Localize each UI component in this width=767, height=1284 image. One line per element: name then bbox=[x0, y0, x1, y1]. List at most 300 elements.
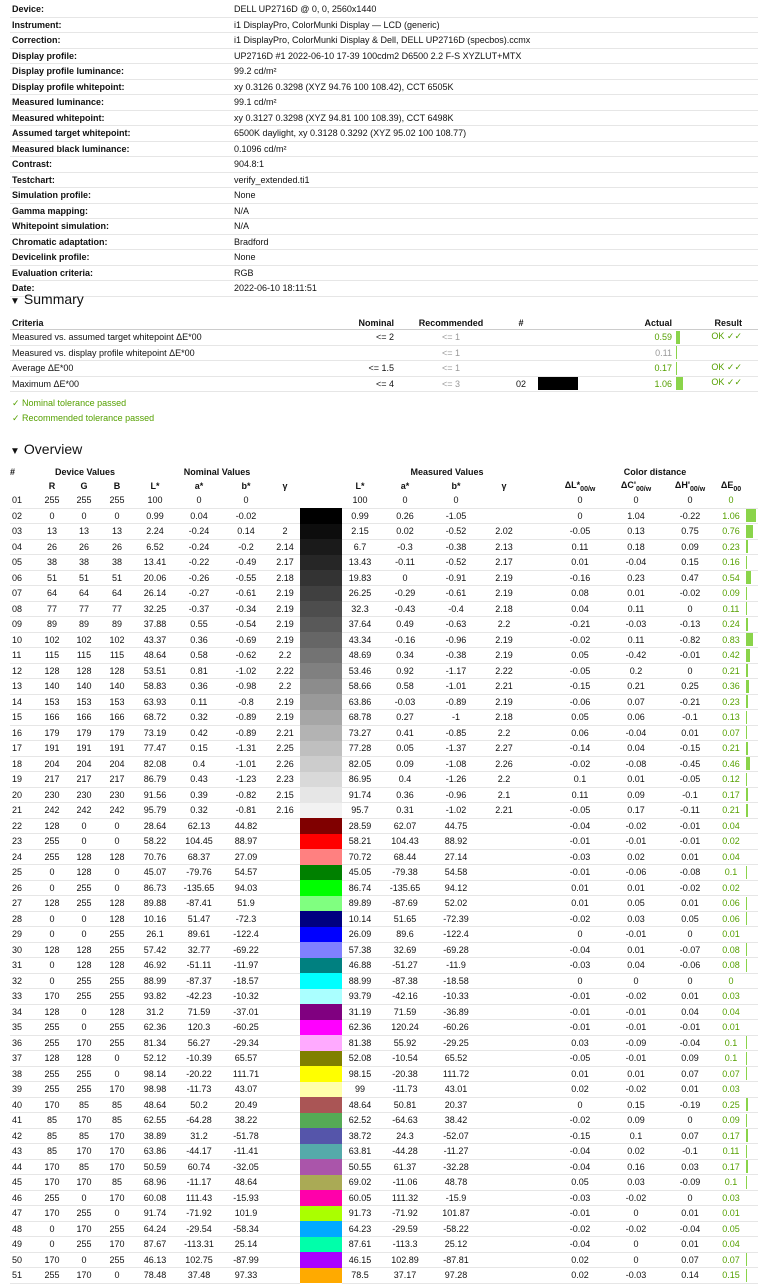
meas-gamma: 2.21 bbox=[480, 803, 528, 819]
dev-r: 64 bbox=[36, 586, 68, 602]
nom-a: 120.3 bbox=[176, 1020, 222, 1036]
meas-b: -1.01 bbox=[432, 679, 480, 695]
meas-l: 10.14 bbox=[342, 911, 378, 927]
delta-e: 0.02 bbox=[716, 880, 746, 896]
nom-a: -11.17 bbox=[176, 1175, 222, 1191]
nom-b: -0.8 bbox=[222, 694, 270, 710]
delta-c: -0.42 bbox=[608, 648, 664, 664]
delta-l: 0.06 bbox=[552, 725, 608, 741]
summary-heading[interactable]: ▼ Summary bbox=[10, 291, 84, 307]
nom-b: -18.57 bbox=[222, 973, 270, 989]
nom-l: 89.88 bbox=[134, 896, 176, 912]
table-row bbox=[10, 632, 758, 648]
meas-b: -29.25 bbox=[432, 1035, 480, 1051]
delta-e-bar bbox=[746, 663, 758, 679]
delta-l: -0.04 bbox=[552, 942, 608, 958]
delta-e-bar bbox=[746, 880, 758, 896]
nom-a: -44.17 bbox=[176, 1144, 222, 1160]
delta-e-bar-fill bbox=[746, 695, 748, 708]
info-row bbox=[10, 265, 758, 281]
nom-l: 0.99 bbox=[134, 508, 176, 524]
nom-gamma bbox=[270, 493, 300, 508]
dev-r: 128 bbox=[36, 663, 68, 679]
dev-b: 89 bbox=[100, 617, 134, 633]
info-value: 99.1 cd/m² bbox=[232, 95, 758, 111]
patch-num: 02 bbox=[10, 508, 36, 524]
spacer bbox=[528, 865, 552, 881]
meas-a: 24.3 bbox=[378, 1128, 432, 1144]
meas-b: -1.37 bbox=[432, 741, 480, 757]
delta-h: -0.11 bbox=[664, 803, 716, 819]
nom-a: 0.81 bbox=[176, 663, 222, 679]
nom-l: 62.36 bbox=[134, 1020, 176, 1036]
patch-num: 20 bbox=[10, 787, 36, 803]
delta-e-bar-fill bbox=[746, 1114, 747, 1127]
color-swatch bbox=[300, 834, 342, 850]
meas-l: 0.99 bbox=[342, 508, 378, 524]
delta-e: 0.03 bbox=[716, 989, 746, 1005]
meas-l: 68.78 bbox=[342, 710, 378, 726]
nom-b: 51.9 bbox=[222, 896, 270, 912]
delta-e-bar-fill bbox=[746, 540, 748, 553]
nom-b: 48.64 bbox=[222, 1175, 270, 1191]
delta-l: 0.02 bbox=[552, 1252, 608, 1268]
collapse-triangle-icon[interactable]: ▼ bbox=[10, 296, 20, 307]
spacer bbox=[528, 570, 552, 586]
nom-b: 44.82 bbox=[222, 818, 270, 834]
meas-gamma: 2.2 bbox=[480, 772, 528, 788]
patch-num: 30 bbox=[10, 942, 36, 958]
delta-l: 0.03 bbox=[552, 1035, 608, 1051]
delta-e-bar bbox=[746, 1268, 758, 1284]
dev-g: 128 bbox=[68, 865, 100, 881]
dev-b: 128 bbox=[100, 849, 134, 865]
nom-a: -0.24 bbox=[176, 524, 222, 540]
delta-c: 0.1 bbox=[608, 1128, 664, 1144]
meas-a: -64.63 bbox=[378, 1113, 432, 1129]
info-label: Device: bbox=[10, 2, 232, 17]
dev-r: 89 bbox=[36, 617, 68, 633]
nom-a: 0.36 bbox=[176, 679, 222, 695]
meas-a: -20.38 bbox=[378, 1066, 432, 1082]
dev-r: 255 bbox=[36, 849, 68, 865]
meas-b: -122.4 bbox=[432, 927, 480, 943]
nom-b: -0.55 bbox=[222, 570, 270, 586]
spacer bbox=[528, 555, 552, 571]
meas-b: -58.22 bbox=[432, 1221, 480, 1237]
nom-b: -10.32 bbox=[222, 989, 270, 1005]
meas-a: 0 bbox=[378, 570, 432, 586]
nom-gamma bbox=[270, 1144, 300, 1160]
meas-l: 45.05 bbox=[342, 865, 378, 881]
table-row bbox=[10, 1082, 758, 1098]
nom-l: 70.76 bbox=[134, 849, 176, 865]
info-value: 6500K daylight, xy 0.3128 0.3292 (XYZ 95.02 100 108.77) bbox=[232, 126, 758, 142]
delta-e-bar-fill bbox=[746, 1269, 747, 1282]
color-swatch bbox=[300, 617, 342, 633]
delta-h: 0.01 bbox=[664, 989, 716, 1005]
delta-h: -0.02 bbox=[664, 586, 716, 602]
meas-gamma bbox=[480, 1237, 528, 1253]
meas-gamma bbox=[480, 834, 528, 850]
color-swatch bbox=[300, 508, 342, 524]
dev-g: 128 bbox=[68, 849, 100, 865]
meas-l: 87.61 bbox=[342, 1237, 378, 1253]
delta-c: 0.01 bbox=[608, 772, 664, 788]
dev-b: 0 bbox=[100, 1066, 134, 1082]
delta-c: -0.01 bbox=[608, 1020, 664, 1036]
delta-e: 0.15 bbox=[716, 1268, 746, 1284]
delta-h: -0.08 bbox=[664, 865, 716, 881]
meas-l: 48.69 bbox=[342, 648, 378, 664]
nom-l: 2.24 bbox=[134, 524, 176, 540]
table-row bbox=[10, 787, 758, 803]
nom-gamma: 2.23 bbox=[270, 772, 300, 788]
info-row bbox=[10, 79, 758, 95]
nom-l: 86.73 bbox=[134, 880, 176, 896]
worst-patch-swatch bbox=[538, 377, 578, 390]
dev-r: 255 bbox=[36, 1066, 68, 1082]
collapse-triangle-icon[interactable]: ▼ bbox=[10, 446, 20, 457]
meas-a: -87.69 bbox=[378, 896, 432, 912]
nom-b: -0.02 bbox=[222, 508, 270, 524]
nom-b: 54.57 bbox=[222, 865, 270, 881]
meas-l: 81.38 bbox=[342, 1035, 378, 1051]
dev-b: 166 bbox=[100, 710, 134, 726]
meas-a: 50.81 bbox=[378, 1097, 432, 1113]
dev-r: 128 bbox=[36, 1051, 68, 1067]
spacer bbox=[528, 1159, 552, 1175]
meas-gamma: 2.02 bbox=[480, 524, 528, 540]
delta-e-bar bbox=[746, 1237, 758, 1253]
color-swatch bbox=[300, 849, 342, 865]
color-swatch bbox=[300, 663, 342, 679]
info-value: i1 DisplayPro, ColorMunki Display — LCD (generic) bbox=[232, 17, 758, 33]
meas-a: 111.32 bbox=[378, 1190, 432, 1206]
nom-l: 68.96 bbox=[134, 1175, 176, 1191]
delta-e-bar-fill bbox=[746, 804, 748, 817]
summary-result bbox=[674, 345, 758, 361]
delta-c: -0.02 bbox=[608, 1082, 664, 1098]
delta-e-bar bbox=[746, 1159, 758, 1175]
meas-b: 88.92 bbox=[432, 834, 480, 850]
delta-e-bar bbox=[746, 1190, 758, 1206]
dev-b: 0 bbox=[100, 1206, 134, 1222]
dev-r: 170 bbox=[36, 1159, 68, 1175]
table-row bbox=[10, 586, 758, 602]
dev-b: 230 bbox=[100, 787, 134, 803]
nom-b: -0.89 bbox=[222, 710, 270, 726]
group-device-values: Device Values bbox=[54, 467, 116, 477]
delta-e: 0.36 bbox=[716, 679, 746, 695]
delta-h: 0.25 bbox=[664, 679, 716, 695]
dev-g: 128 bbox=[68, 942, 100, 958]
delta-e-bar-fill bbox=[746, 1067, 747, 1080]
nom-a: 89.61 bbox=[176, 927, 222, 943]
delta-c: 0 bbox=[608, 493, 664, 508]
delta-e: 0.17 bbox=[716, 1159, 746, 1175]
nom-gamma bbox=[270, 1128, 300, 1144]
nom-gamma bbox=[270, 1206, 300, 1222]
delta-e-bar bbox=[746, 849, 758, 865]
meas-gamma: 2.27 bbox=[480, 741, 528, 757]
color-swatch bbox=[300, 1097, 342, 1113]
table-row bbox=[10, 834, 758, 850]
dev-r: 242 bbox=[36, 803, 68, 819]
dev-r: 26 bbox=[36, 539, 68, 555]
dev-g: 85 bbox=[68, 1128, 100, 1144]
patch-num: 26 bbox=[10, 880, 36, 896]
spacer bbox=[528, 493, 552, 508]
meas-gamma bbox=[480, 1004, 528, 1020]
delta-c: -0.09 bbox=[608, 1035, 664, 1051]
meas-b: -60.26 bbox=[432, 1020, 480, 1036]
patch-num: 45 bbox=[10, 1175, 36, 1191]
spacer bbox=[528, 725, 552, 741]
delta-e: 0.24 bbox=[716, 617, 746, 633]
meas-gamma bbox=[480, 989, 528, 1005]
nom-b: -11.97 bbox=[222, 958, 270, 974]
dev-g: 179 bbox=[68, 725, 100, 741]
nom-gamma bbox=[270, 880, 300, 896]
meas-gamma bbox=[480, 865, 528, 881]
delta-e-bar bbox=[746, 679, 758, 695]
dev-r: 255 bbox=[36, 1268, 68, 1284]
meas-a: 68.44 bbox=[378, 849, 432, 865]
meas-l: 69.02 bbox=[342, 1175, 378, 1191]
patch-num: 47 bbox=[10, 1206, 36, 1222]
nom-l: 6.52 bbox=[134, 539, 176, 555]
delta-l: 0.05 bbox=[552, 710, 608, 726]
meas-l: 93.79 bbox=[342, 989, 378, 1005]
nom-l: 98.98 bbox=[134, 1082, 176, 1098]
delta-l: 0.01 bbox=[552, 896, 608, 912]
info-label: Measured black luminance: bbox=[10, 141, 232, 157]
patch-num: 03 bbox=[10, 524, 36, 540]
nom-gamma bbox=[270, 958, 300, 974]
delta-e-bar bbox=[746, 1221, 758, 1237]
table-row bbox=[10, 1066, 758, 1082]
color-swatch bbox=[300, 803, 342, 819]
nom-gamma bbox=[270, 1097, 300, 1113]
col-nom-b: b* bbox=[241, 481, 251, 491]
table-row bbox=[10, 710, 758, 726]
table-row bbox=[10, 1268, 758, 1284]
delta-l: -0.21 bbox=[552, 617, 608, 633]
meas-gamma: 2.18 bbox=[480, 601, 528, 617]
dev-b: 255 bbox=[100, 1035, 134, 1051]
nom-l: 32.25 bbox=[134, 601, 176, 617]
patch-num: 21 bbox=[10, 803, 36, 819]
dev-r: 77 bbox=[36, 601, 68, 617]
delta-e-bar bbox=[746, 1144, 758, 1160]
dev-r: 153 bbox=[36, 694, 68, 710]
summary-num bbox=[506, 361, 536, 377]
delta-e-bar-fill bbox=[746, 649, 750, 662]
summary-criteria: Measured vs. assumed target whitepoint ΔE*00 bbox=[10, 330, 308, 346]
nom-a: 0.15 bbox=[176, 741, 222, 757]
dev-r: 0 bbox=[36, 958, 68, 974]
table-row bbox=[10, 725, 758, 741]
dev-r: 166 bbox=[36, 710, 68, 726]
nom-b: 0 bbox=[222, 493, 270, 508]
color-swatch bbox=[300, 1082, 342, 1098]
summary-result bbox=[674, 330, 758, 346]
table-row bbox=[10, 679, 758, 695]
meas-b: 48.78 bbox=[432, 1175, 480, 1191]
table-row bbox=[10, 865, 758, 881]
spacer bbox=[528, 958, 552, 974]
meas-l: 43.34 bbox=[342, 632, 378, 648]
nom-b: -1.01 bbox=[222, 756, 270, 772]
delta-e: 0.08 bbox=[716, 942, 746, 958]
nom-a: 0.39 bbox=[176, 787, 222, 803]
dev-b: 128 bbox=[100, 663, 134, 679]
dev-r: 170 bbox=[36, 1206, 68, 1222]
delta-e-bar-fill bbox=[746, 1253, 747, 1266]
nom-gamma bbox=[270, 1221, 300, 1237]
info-row bbox=[10, 203, 758, 219]
patch-num: 07 bbox=[10, 586, 36, 602]
dev-r: 115 bbox=[36, 648, 68, 664]
nom-gamma: 2.17 bbox=[270, 555, 300, 571]
summary-swatch bbox=[536, 345, 594, 361]
info-row bbox=[10, 234, 758, 250]
delta-h: 0 bbox=[664, 601, 716, 617]
delta-l: -0.01 bbox=[552, 989, 608, 1005]
delta-l: -0.02 bbox=[552, 1113, 608, 1129]
color-swatch bbox=[300, 725, 342, 741]
meas-gamma bbox=[480, 973, 528, 989]
color-swatch bbox=[300, 1190, 342, 1206]
nom-gamma bbox=[270, 1252, 300, 1268]
delta-e: 0.04 bbox=[716, 1004, 746, 1020]
patch-num: 48 bbox=[10, 1221, 36, 1237]
meas-l: 58.66 bbox=[342, 679, 378, 695]
meas-l: 91.74 bbox=[342, 787, 378, 803]
dev-g: 255 bbox=[68, 1206, 100, 1222]
delta-l: 0.05 bbox=[552, 648, 608, 664]
info-row bbox=[10, 188, 758, 204]
delta-l: -0.03 bbox=[552, 1190, 608, 1206]
col-delta-h: $\Delta H'_{00/w}$ bbox=[674, 479, 706, 493]
delta-l: -0.01 bbox=[552, 1020, 608, 1036]
nom-b: -32.05 bbox=[222, 1159, 270, 1175]
delta-e-bar-fill bbox=[746, 587, 747, 600]
meas-l: 13.43 bbox=[342, 555, 378, 571]
dev-r: 255 bbox=[36, 1020, 68, 1036]
dev-g: 170 bbox=[68, 1221, 100, 1237]
meas-gamma: 2.19 bbox=[480, 648, 528, 664]
nom-l: 68.72 bbox=[134, 710, 176, 726]
patch-num: 40 bbox=[10, 1097, 36, 1113]
delta-h: -0.06 bbox=[664, 958, 716, 974]
color-swatch bbox=[300, 880, 342, 896]
delta-e-bar-fill bbox=[746, 1160, 748, 1173]
nom-a: -0.26 bbox=[176, 570, 222, 586]
table-row bbox=[10, 524, 758, 540]
meas-a: 0.92 bbox=[378, 663, 432, 679]
meas-a: -10.54 bbox=[378, 1051, 432, 1067]
dev-g: 115 bbox=[68, 648, 100, 664]
meas-a: 0.41 bbox=[378, 725, 432, 741]
dev-b: 0 bbox=[100, 834, 134, 850]
overview-heading[interactable]: ▼ Overview bbox=[10, 441, 83, 457]
nom-gamma bbox=[270, 927, 300, 943]
dev-g: 230 bbox=[68, 787, 100, 803]
dev-r: 0 bbox=[36, 927, 68, 943]
delta-l: -0.05 bbox=[552, 1051, 608, 1067]
table-row bbox=[10, 880, 758, 896]
color-swatch bbox=[300, 1128, 342, 1144]
nom-gamma bbox=[270, 1082, 300, 1098]
nom-l: 95.79 bbox=[134, 803, 176, 819]
patch-num: 05 bbox=[10, 555, 36, 571]
dev-b: 85 bbox=[100, 1113, 134, 1129]
summary-criteria: Maximum ΔE*00 bbox=[10, 376, 308, 392]
delta-l: 0.02 bbox=[552, 1268, 608, 1284]
meas-b: -0.96 bbox=[432, 632, 480, 648]
info-label: Testchart: bbox=[10, 172, 232, 188]
delta-l: 0 bbox=[552, 973, 608, 989]
delta-e-bar-fill bbox=[746, 1036, 747, 1049]
delta-e-bar bbox=[746, 942, 758, 958]
spacer bbox=[528, 694, 552, 710]
delta-h: -0.15 bbox=[664, 741, 716, 757]
meas-b: 101.87 bbox=[432, 1206, 480, 1222]
dev-r: 13 bbox=[36, 524, 68, 540]
dev-b: 170 bbox=[100, 1190, 134, 1206]
delta-c: -0.02 bbox=[608, 1221, 664, 1237]
nom-gamma: 2.25 bbox=[270, 741, 300, 757]
meas-b: -18.58 bbox=[432, 973, 480, 989]
meas-gamma: 2.2 bbox=[480, 725, 528, 741]
meas-a: 51.65 bbox=[378, 911, 432, 927]
meas-a: -71.92 bbox=[378, 1206, 432, 1222]
nom-b: 38.22 bbox=[222, 1113, 270, 1129]
dev-b: 255 bbox=[100, 1020, 134, 1036]
summary-nominal: <= 4 bbox=[308, 376, 396, 392]
summary-swatch bbox=[536, 361, 594, 377]
dev-g: 85 bbox=[68, 1097, 100, 1113]
meas-b: 94.12 bbox=[432, 880, 480, 896]
dev-g: 255 bbox=[68, 880, 100, 896]
nom-gamma bbox=[270, 911, 300, 927]
meas-l: 38.72 bbox=[342, 1128, 378, 1144]
delta-e-bar-fill bbox=[746, 571, 751, 584]
col-actual: Actual bbox=[594, 316, 674, 330]
delta-e-bar bbox=[746, 508, 758, 524]
delta-e-bar bbox=[746, 601, 758, 617]
dev-r: 38 bbox=[36, 555, 68, 571]
delta-h: 0.01 bbox=[664, 1082, 716, 1098]
result-text: OK ✓✓ bbox=[711, 361, 742, 372]
delta-c: -0.02 bbox=[608, 818, 664, 834]
delta-e: 0.42 bbox=[716, 648, 746, 664]
delta-h: -0.1 bbox=[664, 1144, 716, 1160]
table-row bbox=[10, 772, 758, 788]
nom-b: -1.02 bbox=[222, 663, 270, 679]
delta-e: 0.1 bbox=[716, 1035, 746, 1051]
meas-gamma bbox=[480, 818, 528, 834]
nom-gamma bbox=[270, 1004, 300, 1020]
color-swatch bbox=[300, 1206, 342, 1222]
delta-l: 0.01 bbox=[552, 1066, 608, 1082]
delta-l: -0.15 bbox=[552, 1128, 608, 1144]
info-label: Correction: bbox=[10, 33, 232, 49]
nom-gamma: 2.19 bbox=[270, 694, 300, 710]
patch-num: 11 bbox=[10, 648, 36, 664]
